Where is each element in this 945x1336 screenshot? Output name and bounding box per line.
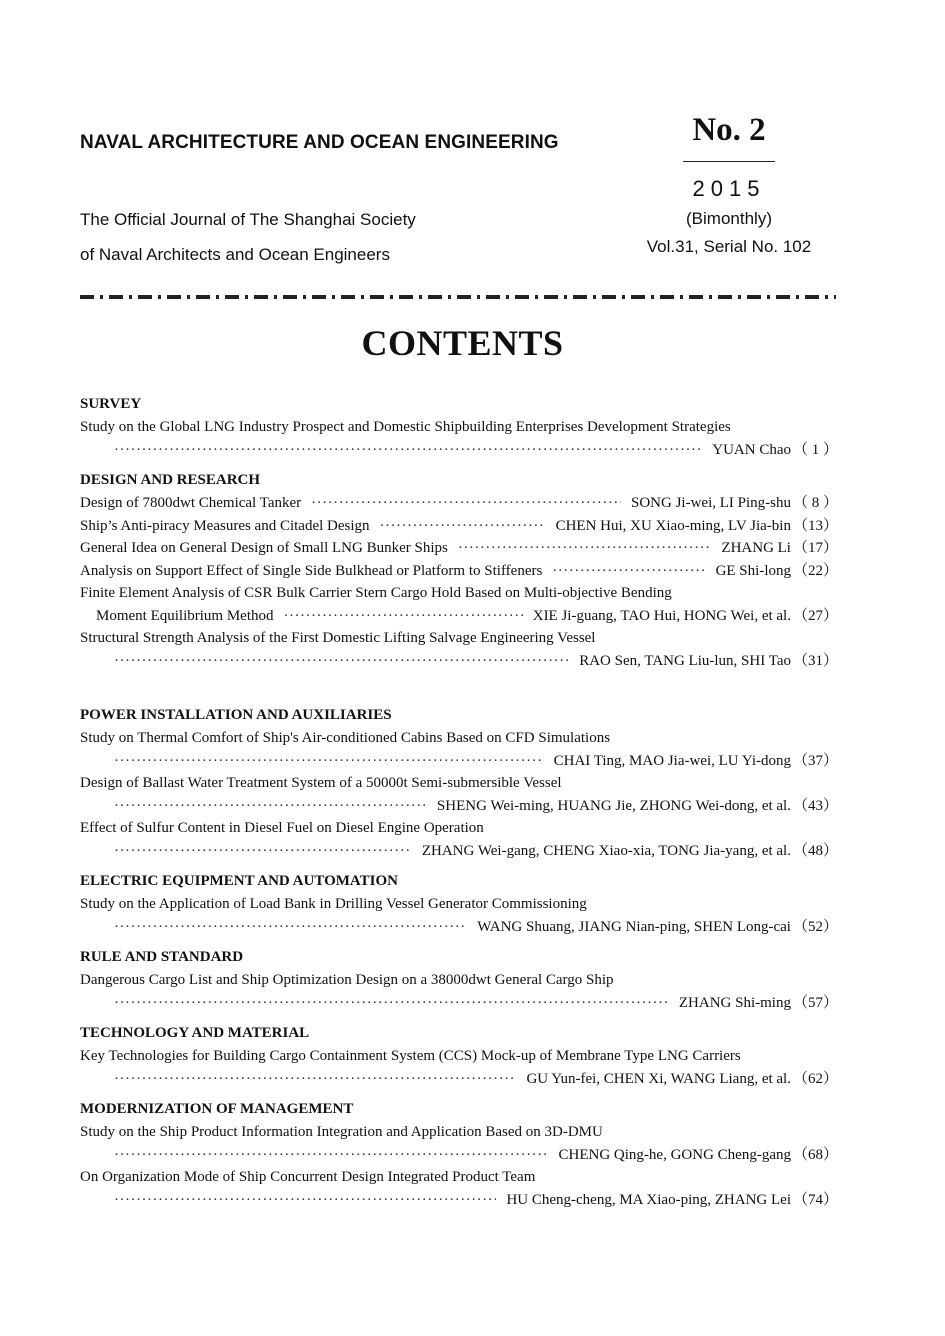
article-page: （74）: [792, 1191, 838, 1208]
article-title: Design of 7800dwt Chemical Tanker: [80, 495, 302, 511]
article-authors: CHENG Qing-he, GONG Cheng-gang: [558, 1146, 791, 1163]
journal-name: NAVAL ARCHITECTURE AND OCEAN ENGINEERING: [80, 132, 559, 153]
dot-leader: [114, 750, 544, 773]
toc-entry[interactable]: [80, 969, 838, 1014]
dot-leader: [114, 439, 702, 462]
article-authors: XIE Ji-guang, TAO Hui, HONG Wei, et al.: [532, 607, 791, 624]
toc-section-electric-equipment: [80, 870, 838, 938]
toc-entry[interactable]: [80, 560, 838, 583]
dot-leader: [284, 605, 523, 628]
issue-number: No. 2: [692, 112, 766, 148]
toc-entry[interactable]: [80, 537, 838, 560]
article-authors: ZHANG Li: [721, 540, 791, 556]
issue-year: 2015: [692, 176, 766, 201]
article-authors: ZHANG Shi-ming: [678, 994, 791, 1011]
article-title: Study on the Global LNG Industry Prospect and Domestic Shipbuilding Enterprises Development Strategies: [80, 419, 731, 435]
dot-leader: [380, 515, 546, 538]
article-title-continued: Moment Equilibrium Method: [96, 607, 274, 624]
article-authors: ZHANG Wei-gang, CHENG Xiao-xia, TONG Jia-yang, et al.: [421, 842, 791, 859]
article-authors: YUAN Chao: [712, 441, 791, 458]
article-title: Study on the Ship Product Information Integration and Application Based on 3D-DMU: [80, 1124, 603, 1140]
article-page: （ 1 ）: [792, 441, 838, 458]
article-title: Study on the Application of Load Bank in Drilling Vessel Generator Commissioning: [80, 896, 587, 912]
article-page: （ 8 ）: [792, 495, 838, 511]
toc-section-modernization-of-management: [80, 1098, 838, 1211]
dot-leader: [552, 560, 705, 583]
article-authors: HU Cheng-cheng, MA Xiao-ping, ZHANG Lei: [506, 1191, 791, 1208]
article-title: Analysis on Support Effect of Single Side Bulkhead or Platform to Stiffeners: [80, 562, 543, 579]
article-page: （13）: [792, 517, 838, 534]
dot-leader: [114, 840, 412, 863]
article-authors: WANG Shuang, JIANG Nian-ping, SHEN Long-cai: [477, 918, 791, 935]
journal-description-line: The Official Journal of The Shanghai Society: [80, 210, 416, 229]
article-title: Ship’s Anti-piracy Measures and Citadel Design: [80, 517, 370, 534]
toc-entry[interactable]: [80, 492, 838, 515]
toc-entry[interactable]: [80, 627, 838, 672]
article-title: Dangerous Cargo List and Ship Optimization Design on a 38000dwt General Cargo Ship: [80, 972, 614, 988]
article-page: （22）: [792, 562, 838, 579]
toc-entry[interactable]: [80, 817, 838, 862]
toc-section-design-and-research: [80, 469, 838, 672]
dot-leader: [114, 1189, 496, 1212]
toc-entry[interactable]: [80, 1166, 838, 1211]
toc-entry[interactable]: [80, 1045, 838, 1090]
contents-title: CONTENTS: [361, 323, 564, 363]
article-page: （62）: [792, 1070, 838, 1087]
dot-leader: [114, 916, 467, 939]
section-heading: MODERNIZATION OF MANAGEMENT: [80, 1101, 354, 1117]
article-title: Study on Thermal Comfort of Ship's Air-conditioned Cabins Based on CFD Simulations: [80, 730, 611, 746]
article-page: （43）: [792, 797, 838, 814]
article-title: General Idea on General Design of Small LNG Bunker Ships: [80, 540, 448, 556]
dot-leader: [114, 992, 669, 1015]
section-heading: RULE AND STANDARD: [80, 949, 244, 965]
article-authors: CHEN Hui, XU Xiao-ming, LV Jia-bin: [555, 517, 791, 534]
article-authors: SHENG Wei-ming, HUANG Jie, ZHONG Wei-dong, et al.: [436, 797, 791, 814]
article-page: （68）: [792, 1146, 838, 1163]
section-heading: ELECTRIC EQUIPMENT AND AUTOMATION: [80, 873, 398, 889]
article-title: Key Technologies for Building Cargo Containment System (CCS) Mock-up of Membrane Type LNG Carriers: [80, 1048, 741, 1064]
article-page: （52）: [792, 918, 838, 935]
section-heading: TECHNOLOGY AND MATERIAL: [80, 1025, 310, 1041]
toc-entry[interactable]: [80, 1121, 838, 1166]
article-authors: SONG Ji-wei, LI Ping-shu: [630, 495, 791, 511]
article-authors: GE Shi-long: [715, 562, 791, 579]
toc-entry[interactable]: [80, 772, 838, 817]
dot-leader: [114, 795, 427, 818]
issue-frequency: (Bimonthly): [686, 209, 772, 228]
toc-entry[interactable]: [80, 515, 838, 538]
journal-description-line: of Naval Architects and Ocean Engineers: [80, 245, 390, 264]
article-page: （57）: [792, 994, 838, 1011]
section-heading: DESIGN AND RESEARCH: [80, 472, 261, 488]
article-authors: GU Yun-fei, CHEN Xi, WANG Liang, et al.: [526, 1070, 791, 1087]
issue-underline: [683, 161, 775, 162]
toc-section-technology-and-material: [80, 1022, 838, 1090]
section-heading: SURVEY: [80, 396, 142, 412]
journal-description: [80, 202, 416, 272]
toc-section-survey: [80, 393, 838, 461]
article-authors: RAO Sen, TANG Liu-lun, SHI Tao: [579, 652, 791, 669]
article-page: （17）: [792, 540, 838, 556]
toc-entry[interactable]: [80, 582, 838, 627]
toc-entry[interactable]: [80, 893, 838, 938]
article-authors: CHAI Ting, MAO Jia-wei, LU Yi-dong: [553, 752, 791, 769]
section-heading: POWER INSTALLATION AND AUXILIARIES: [80, 707, 392, 723]
article-title: On Organization Mode of Ship Concurrent Design Integrated Product Team: [80, 1169, 536, 1185]
table-of-contents: [80, 393, 838, 1211]
dot-leader: [114, 1068, 516, 1091]
article-title: Finite Element Analysis of CSR Bulk Carrier Stern Cargo Hold Based on Multi-objective Bending: [80, 585, 672, 601]
toc-section-power-installation: [80, 704, 838, 862]
toc-entry[interactable]: [80, 727, 838, 772]
article-title: Effect of Sulfur Content in Diesel Fuel on Diesel Engine Operation: [80, 820, 484, 836]
dot-leader: [458, 537, 712, 560]
article-page: （27）: [792, 607, 838, 624]
article-page: （31）: [792, 652, 838, 669]
dot-leader: [114, 650, 569, 673]
article-page: （48）: [792, 842, 838, 859]
dot-leader: [114, 1144, 549, 1167]
issue-volume: Vol.31, Serial No. 102: [646, 237, 812, 256]
toc-section-rule-and-standard: [80, 946, 838, 1014]
article-page: （37）: [792, 752, 838, 769]
dash-dot-divider: [80, 295, 836, 299]
dot-leader: [311, 492, 621, 515]
article-title: Structural Strength Analysis of the First Domestic Lifting Salvage Engineering Vessel: [80, 630, 596, 646]
article-title: Design of Ballast Water Treatment System of a 50000t Semi-submersible Vessel: [80, 775, 562, 791]
toc-entry[interactable]: [80, 416, 838, 461]
